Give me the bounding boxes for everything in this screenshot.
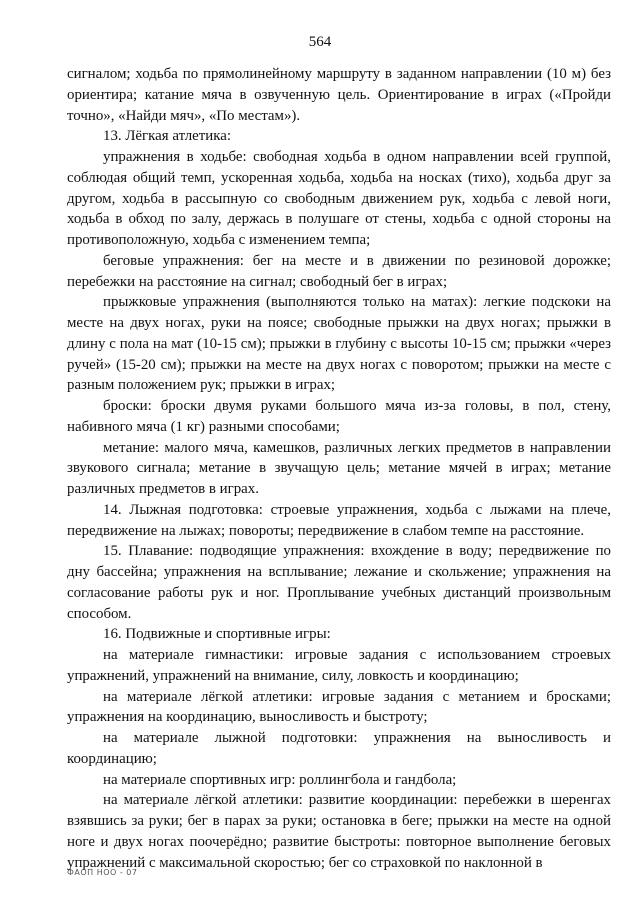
paragraph-walking-exercises: упражнения в ходьбе: свободная ходьба в одном направлении всей группой, соблюдая общий темп, ускоренная ходьба, ходьба на носках (тихо), ходьба друг за другом, ходьба в рассыпную со свободным движением рук, ходьба с левой ноги, ходьба в обход по залу, держась в полушаге от стены, ходьба с одной стороны на противоположную, ходьба с изменением темпа; xyxy=(67,149,611,248)
paragraph-games-athletics: на материале лёгкой атлетики: игровые задания с метанием и бросками; упражнения на координацию, выносливость и быстроту; xyxy=(67,688,611,726)
paragraph-games-ski: на материале лыжной подготовки: упражнения на выносливость и координацию; xyxy=(67,730,611,767)
paragraph-games-sports: на материале спортивных игр: роллингбола и гандбола; xyxy=(103,771,457,788)
paragraph-continuation: сигналом; ходьба по прямолинейному маршруту в заданном направлении (10 м) без ориентира; катание мяча в озвученную цель. Ориентирование в играх («Пройди точно», «Найди мяч», «По местам»). xyxy=(67,66,611,124)
section-heading-games: 16. Подвижные и спортивные игры: xyxy=(103,626,331,643)
paragraph-throwing: метание: малого мяча, камешков, различных легких предметов в направлении звукового сигнала; метание в звучащую цель; метание мячей в играх; метание различных предметов в играх. xyxy=(67,439,611,497)
section-ski-training: 14. Лыжная подготовка: строевые упражнения, ходьба с лыжами на плече, передвижение на лыжах; повороты; передвижение в слабом темпе на расстояние. xyxy=(67,501,611,539)
section-swimming: 15. Плавание: подводящие упражнения: вхождение в воду; передвижение по дну бассейна; упражнения на всплывание; лежание и скольжение; упражнения на согласование работы рук и ног. Проплывание учебных дистанций произвольным способом. xyxy=(67,543,611,622)
footer-document-code: ФАОП НОО - 07 xyxy=(67,868,138,877)
paragraph-games-gymnastics: на материале гимнастики: игровые задания с использованием строевых упражнений, упражнений на внимание, силу, ловкость и координацию; xyxy=(67,647,611,684)
paragraph-running-exercises: беговые упражнения: бег на месте и в движении по резиновой дорожке; перебежки на расстояние на сигнал; свободный бег в играх; xyxy=(67,252,611,290)
paragraph-coordination-development: на материале лёгкой атлетики: развитие координации: перебежки в шеренгах взявшись за руки; бег в парах за руки; остановка в беге; прыжки на месте на одной ноге и двух ногах поочерёдно; развитие быстроты: повторное выполнение беговых упражнений с максимальной скоростью; бег со страховкой по наклонной в xyxy=(67,792,611,871)
paragraph-throws: броски: броски двумя руками большого мяча из-за головы, в пол, стену, набивного мяча (1 кг) разными способами; xyxy=(67,398,611,435)
page-number: 564 xyxy=(308,34,332,50)
paragraph-jumping-exercises: прыжковые упражнения (выполняются только на матах): легкие подскоки на месте на двух ногах, руки на поясе; свободные прыжки на двух ногах; прыжки в длину с пола на мат (10-15 см); прыжки в глубину с высоты 10-15 см; прыжки «через ручей» (15-20 см); прыжки на месте на двух ногах с поворотом; прыжки на месте с разным положением рук; прыжки в играх; xyxy=(67,294,611,394)
section-heading-athletics: 13. Лёгкая атлетика: xyxy=(103,128,231,145)
document-body xyxy=(67,64,611,873)
